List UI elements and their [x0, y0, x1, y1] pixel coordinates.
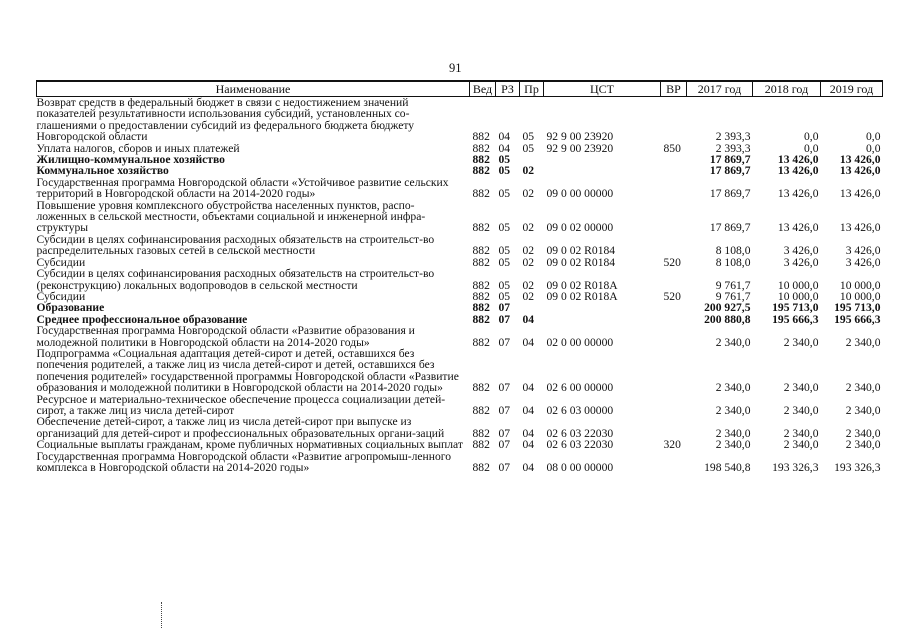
- row-value-2019: 2 340,0: [845, 426, 881, 440]
- row-vr: [661, 200, 687, 234]
- row-rz: 05: [498, 278, 511, 292]
- row-value-2019: 3 426,0: [845, 255, 881, 269]
- row-pr: 04: [522, 312, 535, 326]
- header-2019: 2019 год: [821, 81, 883, 97]
- row-value-2018: 2 340,0: [783, 438, 819, 452]
- row-value-2018: 3 426,0: [783, 255, 819, 269]
- row-vr: [661, 451, 687, 474]
- row-vr: [661, 314, 687, 325]
- row-ved: 882: [472, 187, 490, 201]
- table-row: [37, 291, 883, 302]
- row-ved: 882: [472, 289, 490, 303]
- row-cst: 09 0 00 00000: [546, 187, 614, 201]
- row-vr: [661, 234, 687, 257]
- row-pr: 04: [522, 381, 535, 395]
- table-row: [37, 97, 883, 143]
- row-pr: [520, 302, 544, 313]
- row-value-2018: 195 713,0: [772, 301, 819, 315]
- table-row: [37, 439, 883, 450]
- row-value-2017: 2 340,0: [715, 403, 751, 417]
- header-pr: Пр: [520, 81, 544, 97]
- row-value-2019: 2 340,0: [845, 438, 881, 452]
- row-ved: 882: [472, 153, 490, 167]
- table-row: [37, 302, 883, 313]
- row-cst: 02 6 03 22030: [546, 438, 614, 452]
- row-rz: 05: [498, 255, 511, 269]
- row-ved: 882: [472, 221, 490, 235]
- row-cst: 92 9 00 23920: [546, 130, 614, 144]
- table-row: [37, 177, 883, 200]
- row-rz: 05: [498, 244, 511, 258]
- row-rz: 07: [498, 381, 511, 395]
- row-name: Образование: [36, 301, 105, 315]
- row-value-2019: 2 340,0: [845, 335, 881, 349]
- row-name: Жилищно-коммунальное хозяйство: [36, 153, 225, 167]
- row-value-2019: 13 426,0: [839, 221, 881, 235]
- row-ved: 882: [472, 255, 490, 269]
- row-ved: 882: [472, 278, 490, 292]
- row-vr: [661, 97, 687, 143]
- row-value-2017: 17 869,7: [709, 187, 751, 201]
- row-pr: 02: [522, 221, 535, 235]
- row-rz: 07: [498, 335, 511, 349]
- row-value-2017: 9 761,7: [715, 289, 751, 303]
- row-value-2018: 13 426,0: [777, 153, 819, 167]
- row-value-2017: 2 340,0: [715, 381, 751, 395]
- row-value-2017: 2 340,0: [715, 426, 751, 440]
- row-value-2018: 2 340,0: [783, 403, 819, 417]
- row-ved: 882: [472, 438, 490, 452]
- row-pr: 02: [522, 278, 535, 292]
- row-pr: 02: [522, 164, 535, 178]
- row-name: Государственная программа Новгородской области «Устойчивое развитие сельских территорий в Новгородской области на 2014-2020 годы»: [36, 175, 449, 201]
- row-ved: 882: [472, 141, 490, 155]
- row-cst: 09 0 02 R0184: [546, 255, 616, 269]
- row-pr: 02: [522, 187, 535, 201]
- row-cst: 09 0 02 R0184: [546, 244, 616, 258]
- row-vr: [661, 416, 687, 439]
- row-value-2019: 195 666,3: [834, 312, 881, 326]
- row-value-2019: 0,0: [866, 141, 881, 155]
- row-value-2019: 0,0: [866, 130, 881, 144]
- row-value-2017: 8 108,0: [715, 244, 751, 258]
- table-row: [37, 268, 883, 291]
- row-vr: [661, 154, 687, 165]
- row-pr: 04: [522, 461, 535, 474]
- row-vr: [661, 165, 687, 176]
- row-cst: [544, 314, 661, 325]
- table-row: [37, 348, 883, 394]
- header-2018: 2018 год: [753, 81, 821, 97]
- row-name: Государственная программа Новгородской области «Развитие агропромыш-ленного комплекса в Новгородской области на 2014-2020 годы»: [36, 449, 452, 474]
- row-rz: 07: [498, 403, 511, 417]
- row-value-2018: 13 426,0: [777, 187, 819, 201]
- row-value-2018: 2 340,0: [783, 381, 819, 395]
- row-name: Субсидии в целях софинансирования расходных обязательств на строительст-во (реконструкцию) локальных водопроводов в сельской местности: [36, 267, 435, 292]
- row-value-2019: 10 000,0: [839, 278, 881, 292]
- row-rz: 07: [498, 461, 511, 474]
- header-cst: ЦСТ: [544, 81, 661, 97]
- row-rz: 04: [498, 130, 511, 144]
- row-rz: 04: [498, 141, 511, 155]
- row-name: Ресурсное и материально-техническое обеспечение процесса социализации детей-сирот, а также лиц из числа детей-сирот: [36, 392, 446, 417]
- row-value-2017: 2 340,0: [715, 335, 751, 349]
- row-ved: 882: [472, 312, 490, 326]
- row-value-2017: 2 393,3: [715, 141, 751, 155]
- row-name: Коммунальное хозяйство: [36, 164, 169, 178]
- row-vr: 520: [663, 255, 681, 269]
- row-cst: [544, 154, 661, 165]
- row-pr: 04: [522, 403, 535, 417]
- table-row: [37, 451, 883, 474]
- row-value-2019: 195 713,0: [834, 301, 881, 315]
- row-value-2017: 17 869,7: [709, 153, 751, 167]
- row-ved: 882: [472, 381, 490, 395]
- row-value-2018: 10 000,0: [777, 289, 819, 303]
- row-value-2019: 13 426,0: [839, 164, 881, 178]
- row-ved: 882: [472, 164, 490, 178]
- row-name: Социальные выплаты гражданам, кроме публичных нормативных социальных выплат: [36, 438, 463, 452]
- row-value-2018: 0,0: [804, 141, 819, 155]
- row-value-2017: 2 393,3: [715, 130, 751, 144]
- row-value-2018: 10 000,0: [777, 278, 819, 292]
- row-pr: 05: [522, 130, 535, 144]
- row-value-2017: 200 927,5: [704, 301, 751, 315]
- row-vr: [661, 268, 687, 291]
- row-value-2019: 193 326,3: [834, 461, 881, 474]
- row-cst: 09 0 02 00000: [546, 221, 614, 235]
- table-row: [37, 325, 883, 348]
- row-name: Повышение уровня комплексного обустройства населенных пунктов, распо-ложенных в сельской местности, объектами социальной и инженерной инфра-структуры: [36, 198, 426, 235]
- row-ved: 882: [472, 301, 490, 315]
- row-ved: 882: [472, 130, 490, 144]
- row-vr: [661, 177, 687, 200]
- row-value-2019: 13 426,0: [839, 187, 881, 201]
- row-value-2017: 2 340,0: [715, 438, 751, 452]
- row-vr: [661, 302, 687, 313]
- header-ved: Вед: [470, 81, 496, 97]
- row-cst: 08 0 00 00000: [546, 461, 614, 474]
- row-rz: 05: [498, 289, 511, 303]
- row-value-2018: 3 426,0: [783, 244, 819, 258]
- table-row: [37, 234, 883, 257]
- row-value-2018: 2 340,0: [783, 426, 819, 440]
- row-name: Возврат средств в федеральный бюджет в связи с недостижением значений показателей результативности использования субсидий, установленных со-глашениями о предоставлении субсидий из федерального бюджета бюджету Новгородской области: [36, 96, 415, 144]
- row-ved: 882: [472, 244, 490, 258]
- row-name: Подпрограмма «Социальная адаптация детей-сирот и детей, оставшихся без попечения родителей, а также лиц из числа детей-сирот и детей, оставшихся без попечения родителей» государственной программы Новгородской области «Развитие образования и молодежной политики в Новгородской области на 2014-2020 годы»: [36, 346, 459, 395]
- header-name: Наименование: [37, 81, 470, 97]
- row-rz: 05: [498, 221, 511, 235]
- row-cst: [544, 302, 661, 313]
- row-rz: 07: [498, 312, 511, 326]
- row-value-2018: 0,0: [804, 130, 819, 144]
- row-value-2018: 2 340,0: [783, 335, 819, 349]
- row-vr: [661, 394, 687, 417]
- row-value-2018: 13 426,0: [777, 164, 819, 178]
- row-cst: 02 6 03 22030: [546, 426, 614, 440]
- row-name: Среднее профессиональное образование: [36, 312, 248, 326]
- row-pr: 04: [522, 438, 535, 452]
- row-value-2018: 13 426,0: [777, 221, 819, 235]
- row-value-2017: 198 540,8: [704, 461, 751, 474]
- row-cst: [544, 165, 661, 176]
- row-ved: 882: [472, 335, 490, 349]
- row-ved: 882: [472, 426, 490, 440]
- row-value-2017: 200 880,8: [704, 312, 751, 326]
- row-vr: 850: [663, 141, 681, 155]
- table-header-row: [37, 81, 883, 97]
- row-value-2018: 195 666,3: [772, 312, 819, 326]
- row-pr: 02: [522, 244, 535, 258]
- row-rz: 07: [498, 426, 511, 440]
- row-name: Субсидии: [36, 255, 86, 269]
- row-value-2017: 17 869,7: [709, 221, 751, 235]
- row-ved: 882: [472, 403, 490, 417]
- row-value-2019: 13 426,0: [839, 153, 881, 167]
- row-name: Обеспечение детей-сирот, а также лиц из числа детей-сирот при выпуске из организаций для детей-сирот и профессиональных образовательных органи-заций: [36, 415, 445, 440]
- table-row: [37, 200, 883, 234]
- row-rz: 07: [498, 301, 511, 315]
- row-rz: 05: [498, 187, 511, 201]
- row-rz: 07: [498, 438, 511, 452]
- row-cst: 02 6 03 00000: [546, 403, 614, 417]
- row-value-2019: 10 000,0: [839, 289, 881, 303]
- row-value-2017: 17 869,7: [709, 164, 751, 178]
- header-vr: ВР: [661, 81, 687, 97]
- table-row: [37, 416, 883, 439]
- row-pr: 05: [522, 141, 535, 155]
- row-value-2017: 8 108,0: [715, 255, 751, 269]
- row-value-2018: 193 326,3: [772, 461, 819, 474]
- budget-table: [36, 80, 883, 473]
- row-vr: 320: [663, 438, 681, 452]
- row-ved: 882: [472, 461, 490, 474]
- row-name: Государственная программа Новгородской области «Развитие образования и молодежной политики в Новгородской области на 2014-2020 годы»: [36, 324, 415, 349]
- row-cst: 02 0 00 00000: [546, 335, 614, 349]
- row-name: Субсидии в целях софинансирования расходных обязательств на строительст-во распределительных газовых сетей в сельской местности: [36, 232, 435, 258]
- row-name: Субсидии: [36, 289, 86, 303]
- row-vr: 520: [663, 289, 681, 303]
- row-value-2019: 2 340,0: [845, 403, 881, 417]
- row-cst: 09 0 02 R018A: [546, 289, 618, 303]
- scan-mark: [161, 602, 163, 628]
- row-vr: [661, 348, 687, 394]
- header-rz: РЗ: [496, 81, 520, 97]
- header-2017: 2017 год: [687, 81, 753, 97]
- row-value-2019: 3 426,0: [845, 244, 881, 258]
- row-rz: 05: [498, 164, 511, 178]
- row-pr: 04: [522, 426, 535, 440]
- row-rz: 05: [498, 153, 511, 167]
- row-value-2019: 2 340,0: [845, 381, 881, 395]
- row-pr: 04: [522, 335, 535, 349]
- row-name: Уплата налогов, сборов и иных платежей: [36, 141, 240, 155]
- row-cst: 92 9 00 23920: [546, 141, 614, 155]
- row-cst: 09 0 02 R018A: [546, 278, 618, 292]
- table-row: [37, 394, 883, 417]
- row-pr: 02: [522, 289, 535, 303]
- row-vr: [661, 325, 687, 348]
- row-value-2017: 9 761,7: [715, 278, 751, 292]
- row-cst: 02 6 00 00000: [546, 381, 614, 395]
- row-pr: 02: [522, 255, 535, 269]
- page-number: 91: [449, 61, 462, 75]
